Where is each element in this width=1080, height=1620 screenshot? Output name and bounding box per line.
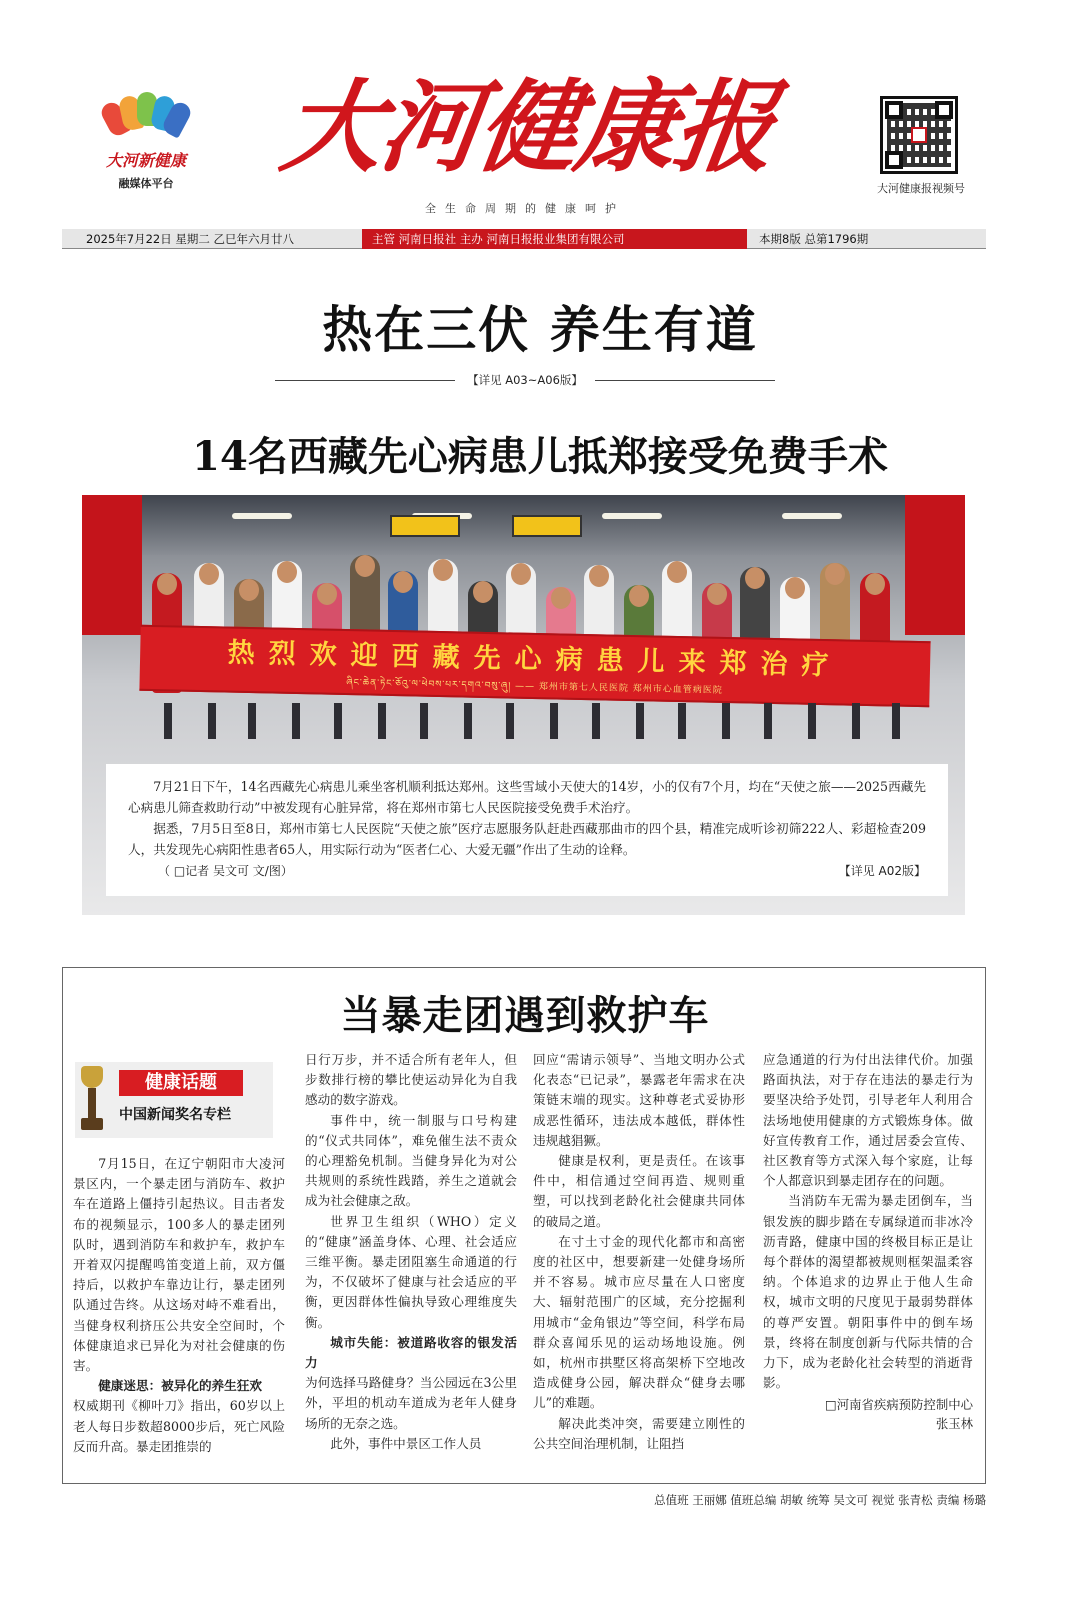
banner-main-text: 热烈欢迎西藏先心病患儿来郑治疗 [227,637,843,682]
paragraph: 世界卫生组织（WHO）定义的“健康”涵盖身体、心理、社会适应三维平衡。暴走团阻塞生命通道的行为，不仅破坏了健康与社会适应的平衡，更因群体性偏执导致心理维度失衡。 [305,1213,517,1330]
exit-sign-icon [390,515,460,537]
rule-right [595,380,775,381]
column-label: 健康话题 [119,1070,243,1096]
issue-date: 2025年7月22日 星期二 乙巳年六月廿八 [86,232,295,246]
paragraph: 当消防车无需为暴走团倒车，当银发族的脚步踏在专属绿道而非冰冷沥青路，健康中国的终极目标正是让每个群体的渴望都被规则框架温柔容纳。个体追求的边界止于他人生命权，城市文明的尺度见于最弱势群体的尊严安置。朝阳事件中的倒车场景，终将在制度创新与代际共情的合力下，成为老龄化社会转型的消逝背影。 [763,1193,973,1391]
ribbon-logo-icon [103,92,189,144]
column-badge [75,1062,273,1138]
exit-sign-icon [512,515,582,537]
paragraph: 解决此类冲突，需要建立刚性的公共空间治理机制，让阻挡 [533,1415,745,1451]
staff-credits: 总值班 王丽娜 值班总编 胡敏 统筹 吴文可 视觉 张青松 责编 杨璐 [654,1493,986,1507]
subheading: 健康迷思：被异化的养生狂欢 [98,1378,262,1394]
qr-caption: 大河健康报视频号 [877,182,965,195]
red-pillar-right [905,495,965,635]
edition-info: 本期8版 总第1796期 [759,232,869,246]
paragraph: 此外，事件中景区工作人员 [330,1435,482,1451]
masthead [0,0,1080,260]
commentary-title[interactable]: 当暴走团遇到救护车 [340,992,710,1039]
banner-sub-text: ཞིང་ཆེན་ཏེང་ཅོའུ་ལ་ཕེབས་པར་དགའ་བསུ་ཞུ། —— 郑州市第七人民医院 郑州市心血管病医院 [346,678,723,696]
paragraph: 权威期刊《柳叶刀》指出，60岁以上老人每日步数超8000步后，死亡风险反而升高。暴走团推崇的 [73,1398,285,1454]
caption-paragraph-2: 据悉，7月5日至8日，郑州市第七人民医院“天使之旅”医疗志愿服务队赶赴西藏那曲市的四个县，精准完成听诊初筛222人、彩超检查209人，共发现先心病阳性患者65人，用实际行动为“医者仁心、大爱无疆”作出了生动的诠释。 [128,821,926,857]
qr-code-icon[interactable] [880,96,958,174]
photo-caption-box [106,764,948,896]
paragraph: 应急通道的行为付出法律代价。加强路面执法，对于存在违法的暴走行为要坚决给予处罚，引导老年人利用合法场地使用健康的方式锻炼身体。做好宣传教育工作，通过居委会宣传、社区教育等方式深入每个家庭，让每个人都意识到暴走团存在的问题。 [763,1052,973,1189]
paper-slogan: 全生命周期的健康呵护 [425,202,625,215]
author-sign-off [763,1395,973,1433]
article-column-3 [533,1050,745,1454]
caption-paragraph-1: 7月21日下午，14名西藏先心病患儿乘坐客机顺利抵达郑州。这些雪域小天使大的14岁，小的仅有7个月，均在“天使之旅——2025西藏先心病患儿筛查救助行动”中被发现有心脏异常，将在郑州市第七人民医院接受免费手术治疗。 [128,779,926,815]
logo-brand-text: 大河新健康 [105,151,186,170]
red-pillar-left [82,495,142,635]
paragraph: 为何选择马路健身？当公园远在3公里外，平坦的机动车道成为老年人健身场所的无奈之选。 [305,1375,517,1431]
paragraph: 日行万步，并不适合所有老年人，但步数排行榜的攀比使运动异化为自我感动的数字游戏。 [305,1052,517,1108]
commentary-box [62,967,986,1484]
author-name: 张玉林 [935,1416,973,1432]
sponsor-strip: 主管 河南日报社 主办 河南日报报业集团有限公司 [362,229,747,249]
trophy-icon [81,1066,103,1134]
photo-credit: （ □记者 吴文可 文/图） [158,864,293,878]
story-see-ref[interactable]: 【详见 A02版】 [838,864,926,878]
caption-footer [128,860,926,880]
paragraph: 事件中，统一制服与口号构建的“仪式共同体”，难免催生法不责众的心理豁免机制。当健身异化为对公共规则的系统性践踏，养生之道就会成为社会健康之敌。 [305,1112,517,1209]
lead-ref-text[interactable]: 【详见 A03~A06版】 [467,373,583,387]
platform-logo[interactable] [96,92,196,202]
logo-sub-text: 融媒体平台 [118,177,174,190]
rule-left [275,380,455,381]
paragraph: 在寸土寸金的现代化都市和高密度的社区中，想要新建一处健身场所并不容易。城市应尽量在人口密度大、辐射范围广的区域，充分挖掘利用城市“金角银边”等空间，科学布局群众喜闻乐见的运动场地设施。例如，杭州市拱墅区将高架桥下空地改造成健身公园，解决群众“健身去哪儿”的难题。 [533,1233,745,1411]
paper-title: 大河健康报 [274,68,782,186]
paragraph: 7月15日，在辽宁朝阳市大凌河景区内，一个暴走团与消防车、救护车在道路上僵持引起热议。目击者发布的视频显示，100多人的暴走团列队时，遇到消防车和救护车，救护车开着双闪提醒鸣笛变道上前，双方僵持后，以救护车靠边让行，暴走团列队通过告终。从这场对峙不难看出，当健身权利挤压公共安全空间时，个体健康追求已异化为对社会健康的伤害。 [73,1156,285,1374]
column-sub-label: 中国新闻奖名专栏 [119,1107,231,1123]
dateline-bar [62,229,986,249]
article-column-1 [73,1154,285,1457]
article-column-4 [763,1050,973,1433]
paragraph: 健康是权利，更是责任。在该事件中，相信通过空间再造、规则重塑，可以找到老龄化社会健康共同体的破局之道。 [533,1153,745,1229]
crowd-legs [152,703,912,743]
subheading: 城市失能：被道路收容的银发活力 [305,1334,517,1371]
lead-see-ref [275,370,775,390]
author-org: □河南省疾病预防控制中心 [824,1397,973,1413]
article-column-2 [305,1050,517,1454]
lead-headline[interactable]: 热在三伏 养生有道 [322,300,758,359]
paragraph: 回应“需请示领导”、当地文明办公式化表态“已记录”，暴露老年需求在决策链末端的现实。这种尊老式妥协形成恶性循环，违法成本越低，群体性违规越猖獗。 [533,1052,745,1148]
story-headline[interactable]: 14名西藏先心病患儿抵郑接受免费手术 [192,433,888,480]
